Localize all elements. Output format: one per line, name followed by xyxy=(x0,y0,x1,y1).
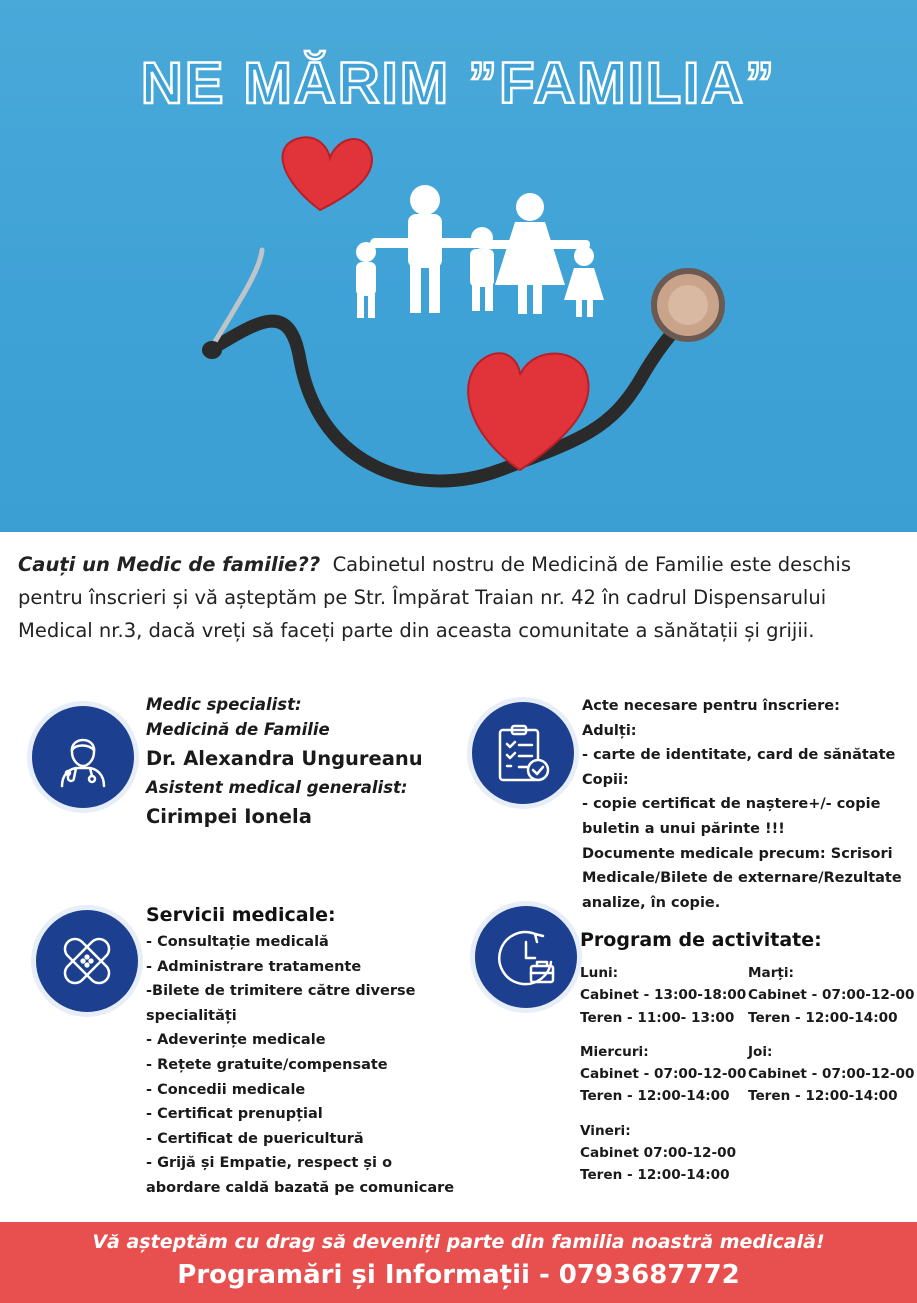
cabinet-hours: Cabinet - 13:00-18:00 xyxy=(580,987,747,1004)
documents-line: Medicale/Bilete de externare/Rezultate xyxy=(582,870,902,887)
footer-banner xyxy=(0,1222,917,1303)
day-name: Marți: xyxy=(748,965,794,981)
list-item: - Administrare tratamente xyxy=(146,958,362,975)
doctor-icon xyxy=(48,722,118,792)
hero-banner xyxy=(0,0,917,532)
bandage-icon-circle xyxy=(36,910,138,1012)
documents-title: Acte necesare pentru înscriere: xyxy=(582,698,840,714)
family-cutout-icon xyxy=(356,185,604,318)
day-name: Joi: xyxy=(748,1043,773,1060)
teren-hours: Teren - 12:00-14:00 xyxy=(580,1167,730,1184)
bandage-icon xyxy=(52,926,122,996)
clock-icon-circle xyxy=(475,906,577,1008)
list-item: abordare caldă bazată pe comunicare xyxy=(146,1179,455,1196)
intro-text: Cabinetul nostru de Medicină de Familie este deschis pentru înscrieri și vă așteptăm pe Str. Împărat Traian nr. 42 în cadrul Dispensarului Medical nr.3, dacă vreți să faceți parte din aceasta comunitate a sănătații și grijii. xyxy=(18,553,851,642)
intro-lead: Cauți un Medic de familie?? xyxy=(18,553,321,576)
day-name: Luni: xyxy=(580,965,619,981)
cabinet-hours: Cabinet - 07:00-12-00 xyxy=(748,1066,915,1083)
medic-role-label: Medic specialist: xyxy=(146,695,302,714)
documents-line: - copie certificat de naștere+/- copie xyxy=(582,796,881,813)
documents-line: - carte de identitate, card de sănătate xyxy=(582,747,896,764)
schedule-thursday xyxy=(748,1041,914,1108)
list-item: - Adeverințe medicale xyxy=(146,1032,326,1049)
list-item: - Certificat de puericultură xyxy=(146,1130,364,1147)
stethoscope-tube-icon xyxy=(210,312,690,481)
medical-services xyxy=(146,902,476,1201)
documents-line: buletin a unui părinte !!! xyxy=(582,820,785,837)
list-item: specialități xyxy=(146,1007,237,1024)
day-name: Vineri: xyxy=(580,1122,631,1139)
list-item: -Bilete de trimitere către diverse xyxy=(146,983,416,1000)
hero-title: NE MĂRIM ”FAMILIA” xyxy=(140,51,777,116)
intro-paragraph xyxy=(18,548,898,647)
required-documents xyxy=(582,694,912,915)
documents-line: Copii: xyxy=(582,771,629,788)
teren-hours: Teren - 12:00-14:00 xyxy=(580,1088,730,1105)
medic-info xyxy=(146,692,456,832)
documents-line: analize, în copie. xyxy=(582,894,721,911)
clipboard-icon-circle xyxy=(472,702,574,804)
list-item: - Rețete gratuite/compensate xyxy=(146,1056,388,1073)
documents-line: Documente medicale precum: Scrisori xyxy=(582,845,893,862)
schedule-tuesday xyxy=(748,962,914,1029)
cabinet-hours: Cabinet - 07:00-12-00 xyxy=(748,987,915,1004)
teren-hours: Teren - 11:00- 13:00 xyxy=(580,1009,735,1026)
schedule-friday xyxy=(580,1120,748,1187)
clock-briefcase-icon xyxy=(491,922,561,992)
doctor-icon-circle xyxy=(32,706,134,808)
day-name: Miercuri: xyxy=(580,1043,649,1060)
heart-icon xyxy=(283,137,372,210)
list-item: - Grijă și Empatie, respect și o xyxy=(146,1155,393,1172)
services-list xyxy=(146,930,476,1201)
list-item: - Concedii medicale xyxy=(146,1081,306,1098)
teren-hours: Teren - 12:00-14:00 xyxy=(748,1009,898,1026)
teren-hours: Teren - 12:00-14:00 xyxy=(748,1088,898,1105)
schedule-monday xyxy=(580,962,748,1029)
clipboard-check-icon xyxy=(488,718,558,788)
nurse-name: Cirimpei Ionela xyxy=(146,805,312,828)
services-title: Servicii medicale: xyxy=(146,904,336,926)
hours-title: Program de activitate: xyxy=(580,929,822,951)
nurse-role-label: Asistent medical generalist: xyxy=(146,778,408,797)
cabinet-hours: Cabinet 07:00-12-00 xyxy=(580,1145,737,1162)
medic-specialty: Medicină de Familie xyxy=(146,720,330,739)
heart-icon xyxy=(468,353,588,470)
footer-tagline: Vă așteptăm cu drag să deveniți parte din familia noastră medicală! xyxy=(92,1231,825,1253)
list-item: - Certificat prenupțial xyxy=(146,1106,323,1123)
list-item: - Consultație medicală xyxy=(146,934,329,950)
documents-line: Adulți: xyxy=(582,722,637,739)
opening-hours xyxy=(580,926,915,1187)
footer-contact: Programări și Informații - 0793687772 xyxy=(177,1260,740,1290)
cabinet-hours: Cabinet - 07:00-12-00 xyxy=(580,1066,747,1083)
schedule-wednesday xyxy=(580,1041,748,1108)
doctor-name: Dr. Alexandra Ungureanu xyxy=(146,747,423,770)
